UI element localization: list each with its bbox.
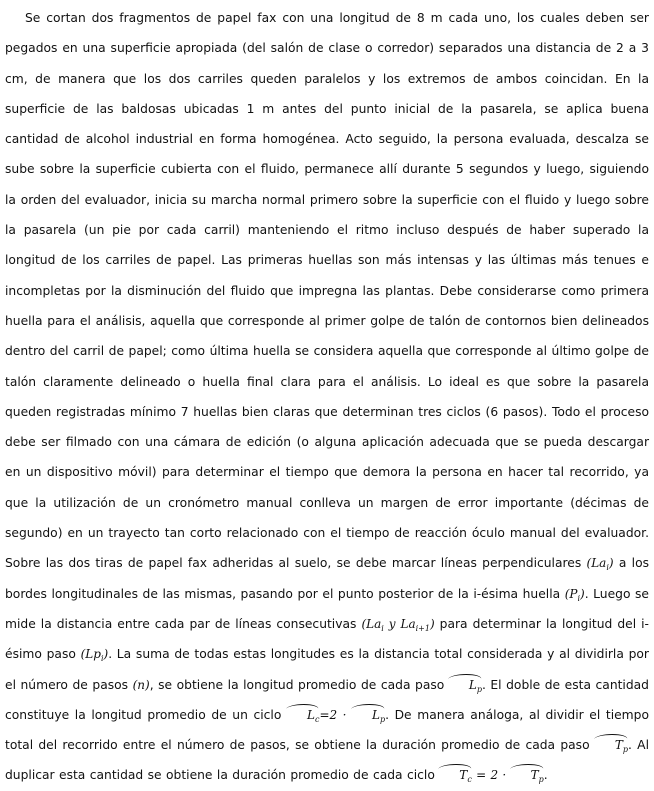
math-p-i: $(P_i)$	[564, 586, 585, 603]
paragraph-text: . El doble de esta cantidad constituye la longitud promedio de un ciclo	[5, 677, 649, 722]
paragraph-text: , se obtiene la longitud promedio de cada paso	[149, 677, 449, 692]
paragraph-text: Se cortan dos fragmentos de papel fax con una longitud de 8 m cada uno, los cuales deben ser pegados en una superficie apropiada (del salón de clase o corredor) separados una distancia de 2 a 3 cm, de manera que los dos carriles queden paralelos y los extremos de ambos coincidan. En la superficie de las baldosas ubicadas 1 m antes del punto inicial de la pasarela, se aplica buena cantidad de alcohol industrial en forma homogénea. Acto seguido, la persona evaluada, descalza se sube sobre la superficie cubierta con el fluido, permanece allí durante 5 segundos y luego, siguiendo la orden del evaluador, inicia su marcha normal primero sobre la superficie con el fluido y luego sobre la pasarela (un pie por cada carril) manteniendo el ritmo incluso después de haber superado la longitud de los carriles de papel. Las primeras huellas son más intensas y las últimas más tenues e incompletas por la disminución del fluido que impregna las plantas. Debe considerarse como primera huella para el análisis, aquella que corresponde al primer golpe de talón de contornos bien delineados dentro del carril de papel; como última huella se considera aquella que corresponde al último golpe de talón claramente delineado o huella final clara para el análisis. Lo ideal es que sobre la pasarela queden registradas mínimo 7 huellas bien claras que determinan tres ciclos (6 pasos). Todo el proceso debe ser filmado con una cámara de edición (o alguna aplicación adecuada que se pueda descargar en un dispositivo móvil) para determinar el tiempo que demora la persona en hacer tal recorrido, ya que la utilización de un cronómetro manual conlleva un margen de error importante (décimas de segundo) en un trayecto tan corto relacionado con el tiempo de reacción óculo manual del evaluador. Sobre las dos tiras de papel fax adheridas al suelo, se debe marcar líneas perpendiculares	[5, 11, 649, 571]
math-n: (n)	[132, 677, 150, 692]
body-paragraph	[5, 3, 649, 791]
paragraph-text: . La suma de todas estas longitudes es la distancia total considerada y al dividirla por el número de pasos	[5, 647, 649, 692]
math-mean-lp: $L_p$	[449, 678, 482, 692]
paragraph-text: a los bordes longitudinales de las mismas, pasando por el punto posterior de la i-ésima huella	[5, 556, 650, 601]
math-mean-tc: $T_c = 2 \cdot T_p$	[439, 768, 543, 782]
math-la-i: $(La_i)$	[586, 556, 614, 573]
paragraph-text: . Luego se mide la distancia entre cada par de líneas consecutivas	[5, 586, 649, 631]
paragraph-text: . De manera análoga, al dividir el tiempo total del recorrido entre el número de pasos, se obtiene la duración promedio de cada paso	[5, 707, 649, 753]
math-mean-tp: $T_p$	[595, 738, 628, 752]
math-la-pair: ($La_i$ y $La_{i+1}$)	[361, 616, 435, 633]
math-mean-lc: $L_c=2 \cdot L_p$	[287, 708, 385, 722]
paragraph-text: .	[543, 768, 548, 783]
paragraph-text: . Al duplicar esta cantidad se obtiene la duración promedio de cada ciclo	[5, 738, 650, 783]
math-lp-i: $(Lp_i)$	[80, 647, 109, 664]
paragraph-text: para determinar la longitud del i-ésimo paso	[5, 616, 649, 662]
